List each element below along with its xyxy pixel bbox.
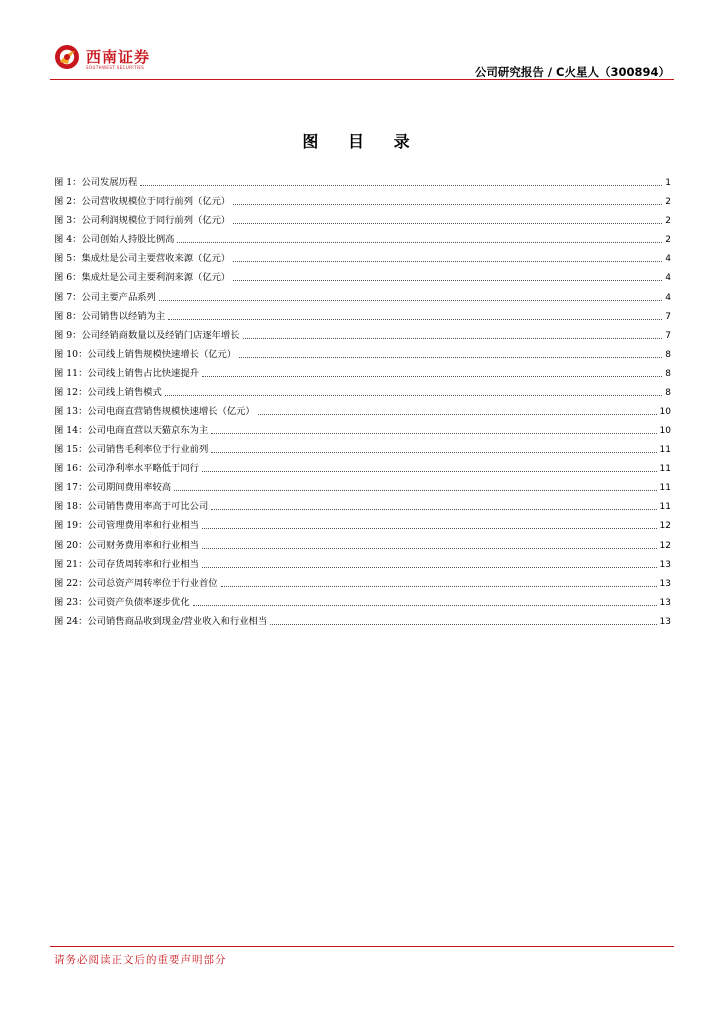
toc-entry[interactable]: [54, 552, 671, 571]
toc-entry-label: 图 14：公司电商直营以天猫京东为主: [54, 425, 209, 437]
toc-leader-dots: [174, 490, 656, 491]
toc-entry-label: 图 17：公司期间费用率较高: [54, 482, 172, 494]
toc-entry[interactable]: [54, 399, 671, 418]
toc-leader-dots: [202, 548, 657, 549]
header-divider: [50, 79, 674, 80]
toc-leader-dots: [168, 319, 662, 320]
brand-name-cn: 西南证券: [86, 48, 151, 66]
toc-entry[interactable]: [54, 571, 671, 590]
toc-leader-dots: [243, 338, 663, 339]
toc-leader-dots: [202, 376, 662, 377]
toc-entry[interactable]: [54, 418, 671, 437]
toc-entry-label: 图 18：公司销售费用率高于可比公司: [54, 501, 209, 513]
toc-entry-label: 图 19：公司管理费用率和行业相当: [54, 520, 199, 532]
toc-leader-dots: [270, 624, 656, 625]
toc-entry[interactable]: [54, 513, 671, 532]
toc-entry-label: 图 15：公司销售毛利率位于行业前列: [54, 444, 209, 456]
toc-entry-label: 图 11：公司线上销售占比快速提升: [54, 367, 199, 379]
toc-leader-dots: [202, 528, 657, 529]
toc-entry-page: 7: [665, 311, 671, 322]
toc-leader-dots: [159, 300, 662, 301]
toc-title: 图 目 录: [302, 132, 422, 151]
toc-entry-label: 图 4：公司创始人持股比例高: [54, 234, 175, 246]
toc-entry-page: 11: [659, 445, 671, 456]
toc-entry-label: 图 6：集成灶是公司主要利润来源（亿元）: [54, 272, 231, 284]
toc-entry[interactable]: [54, 304, 671, 323]
toc-entry-label: 图 13：公司电商直营销售规模快速增长（亿元）: [54, 406, 255, 418]
toc-entry-page: 8: [665, 349, 671, 360]
toc-entry[interactable]: [54, 361, 671, 380]
toc-leader-dots: [233, 261, 662, 262]
toc-leader-dots: [211, 509, 656, 510]
toc-entry[interactable]: [54, 189, 671, 208]
toc-entry-page: 13: [659, 616, 671, 627]
toc-entry-label: 图 5：集成灶是公司主要营收来源（亿元）: [54, 253, 231, 265]
toc-leader-dots: [258, 414, 657, 415]
toc-entry[interactable]: [54, 246, 671, 265]
toc-entry-page: 2: [665, 197, 671, 208]
toc-leader-dots: [193, 605, 657, 606]
toc-entry[interactable]: [54, 284, 671, 303]
toc-entry[interactable]: [54, 170, 671, 189]
toc-entry-page: 11: [659, 502, 671, 513]
report-title: 公司研究报告 / C火星人（300894）: [474, 65, 670, 79]
toc-leader-dots: [233, 223, 662, 224]
toc-leader-dots: [202, 567, 657, 568]
toc-entry-page: 1: [665, 178, 671, 189]
toc-entry[interactable]: [54, 456, 671, 475]
toc-entry-label: 图 22：公司总资产周转率位于行业首位: [54, 577, 218, 589]
toc-leader-dots: [233, 204, 662, 205]
toc-entry[interactable]: [54, 380, 671, 399]
toc-entry-page: 13: [659, 597, 671, 608]
toc-entry-page: 13: [659, 559, 671, 570]
brand-name-en: SOUTHWEST SECURITIES: [86, 65, 145, 70]
brand-logo: [54, 44, 154, 78]
toc-entry[interactable]: [54, 342, 671, 361]
toc-entry-page: 13: [659, 578, 671, 589]
toc-entry[interactable]: [54, 265, 671, 284]
toc-entry[interactable]: [54, 208, 671, 227]
brand-emblem-icon: [54, 44, 80, 70]
toc-entry-label: 图 23：公司资产负债率逐步优化: [54, 596, 190, 608]
toc-entry-page: 4: [665, 273, 671, 284]
toc-entry[interactable]: [54, 323, 671, 342]
toc-leader-dots: [239, 357, 662, 358]
toc-entry[interactable]: [54, 437, 671, 456]
toc-leader-dots: [202, 471, 657, 472]
toc-entry-page: 4: [665, 292, 671, 303]
toc-entry-label: 图 7：公司主要产品系列: [54, 291, 156, 303]
toc-leader-dots: [140, 185, 662, 186]
toc-entry-label: 图 16：公司净利率水平略低于同行: [54, 463, 199, 475]
figure-list: [54, 170, 671, 628]
toc-leader-dots: [221, 586, 657, 587]
toc-entry-page: 2: [665, 235, 671, 246]
toc-entry-page: 12: [659, 521, 671, 532]
toc-entry-page: 11: [659, 464, 671, 475]
toc-entry[interactable]: [54, 532, 671, 551]
toc-entry-label: 图 21：公司存货周转率和行业相当: [54, 558, 199, 570]
toc-entry-page: 2: [665, 216, 671, 227]
toc-entry-label: 图 24：公司销售商品收到现金/营业收入和行业相当: [54, 615, 268, 627]
toc-entry[interactable]: [54, 475, 671, 494]
toc-entry-label: 图 20：公司财务费用率和行业相当: [54, 539, 199, 551]
toc-entry-label: 图 3：公司利润规模位于同行前列（亿元）: [54, 215, 231, 227]
toc-entry-page: 10: [659, 426, 671, 437]
toc-entry[interactable]: [54, 494, 671, 513]
toc-entry-label: 图 1：公司发展历程: [54, 177, 138, 189]
toc-entry-label: 图 2：公司营收规模位于同行前列（亿元）: [54, 196, 231, 208]
toc-leader-dots: [211, 433, 656, 434]
toc-entry-page: 8: [665, 368, 671, 379]
toc-leader-dots: [211, 452, 656, 453]
toc-entry-page: 10: [659, 407, 671, 418]
toc-entry[interactable]: [54, 227, 671, 246]
toc-entry-page: 4: [665, 254, 671, 265]
toc-entry-page: 11: [659, 483, 671, 494]
toc-leader-dots: [177, 242, 662, 243]
toc-entry-page: 7: [665, 330, 671, 341]
toc-entry[interactable]: [54, 590, 671, 609]
toc-entry-page: 12: [659, 540, 671, 551]
toc-entry-label: 图 10：公司线上销售规模快速增长（亿元）: [54, 348, 237, 360]
footer-disclaimer: 请务必阅读正文后的重要声明部分: [54, 954, 227, 966]
toc-entry[interactable]: [54, 609, 671, 628]
toc-entry-label: 图 9：公司经销商数量以及经销门店逐年增长: [54, 329, 240, 341]
footer-divider: [50, 946, 674, 947]
toc-entry-page: 8: [665, 387, 671, 398]
toc-entry-label: 图 8：公司销售以经销为主: [54, 310, 166, 322]
toc-leader-dots: [233, 280, 662, 281]
toc-entry-label: 图 12：公司线上销售模式: [54, 386, 162, 398]
toc-leader-dots: [165, 395, 663, 396]
